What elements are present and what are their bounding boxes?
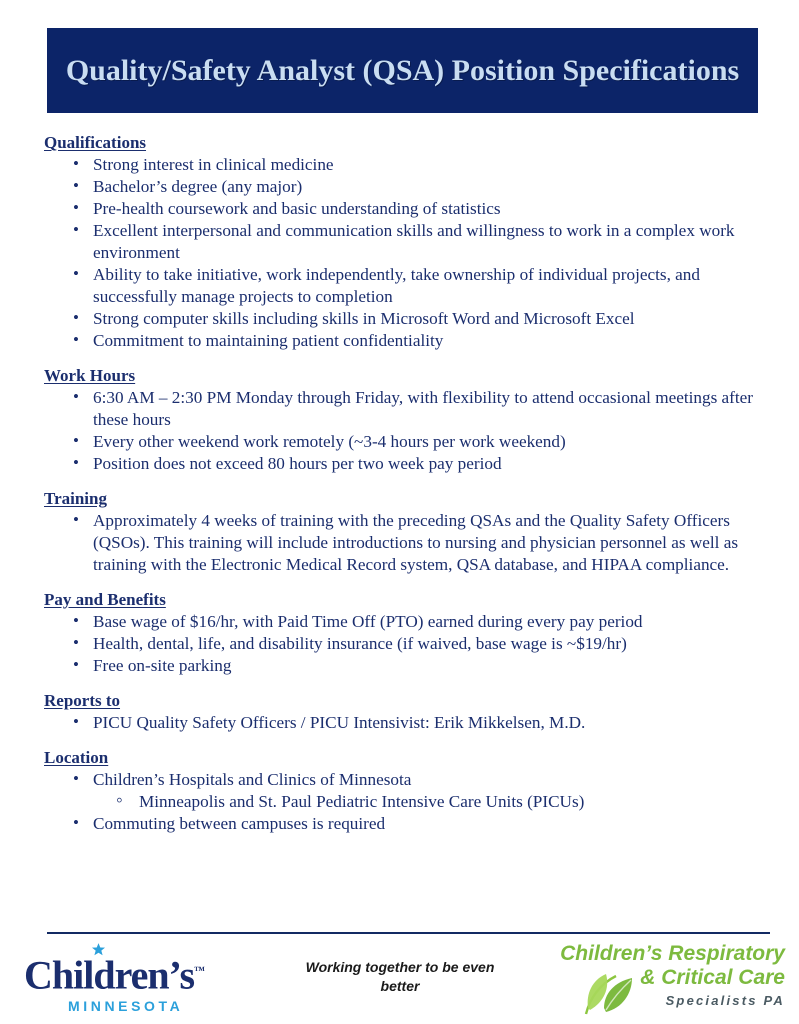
childrens-wordmark xyxy=(24,950,214,996)
document-section xyxy=(0,132,799,352)
bullet-list xyxy=(0,611,799,677)
bullet-item: • Excellent interpersonal and communication skills and willingness to work in a complex work environment xyxy=(0,220,799,264)
bullet-list xyxy=(0,387,799,475)
section-heading: Training xyxy=(44,489,107,508)
bullet-item: • Approximately 4 weeks of training with the preceding QSAs and the Quality Safety Officers (QSOs). This training will include introductions to nursing and physician personnel as well as training with the Electronic Medical Record system, QSA database, and HIPAA compliance. xyxy=(0,510,799,576)
bullet-item: • Pre-health coursework and basic understanding of statistics xyxy=(0,198,799,220)
document-body xyxy=(0,132,799,835)
footer-divider xyxy=(47,932,770,934)
section-heading: Qualifications xyxy=(44,133,147,152)
bullet-list xyxy=(0,769,799,835)
bullet-item: • Strong computer skills including skills in Microsoft Word and Microsoft Excel xyxy=(0,308,799,330)
childrens-state-label: MINNESOTA xyxy=(68,998,184,1015)
bullet-item: • PICU Quality Safety Officers / PICU Intensivist: Erik Mikkelsen, M.D. xyxy=(0,712,799,734)
trademark-mark: ™ xyxy=(194,965,206,977)
page-title: Quality/Safety Analyst (QSA) Position Specifications xyxy=(65,54,740,87)
childrens-minnesota-logo xyxy=(24,950,214,1014)
bullet-list xyxy=(0,712,799,734)
bullet-item: • Children’s Hospitals and Clinics of Minnesota xyxy=(0,769,799,791)
sub-bullet-item: ◦ Minneapolis and St. Paul Pediatric Intensive Care Units (PICUs) xyxy=(0,791,799,813)
star-icon xyxy=(90,942,107,959)
document-section xyxy=(0,747,799,835)
bullet-list xyxy=(0,510,799,576)
bullet-item: • Bachelor’s degree (any major) xyxy=(0,176,799,198)
page-footer xyxy=(0,940,799,1024)
section-heading: Work Hours xyxy=(44,366,136,385)
bullet-list xyxy=(0,154,799,352)
document-section xyxy=(0,690,799,734)
bullet-item: • Health, dental, life, and disability insurance (if waived, base wage is ~$19/hr) xyxy=(0,633,799,655)
bullet-item: • Strong interest in clinical medicine xyxy=(0,154,799,176)
document-section xyxy=(0,365,799,475)
bullet-item: • Commuting between campuses is required xyxy=(0,813,799,835)
respiratory-logo-line1: Children’s Respiratory xyxy=(560,942,785,965)
section-heading: Pay and Benefits xyxy=(44,590,166,609)
childrens-respiratory-logo xyxy=(560,940,785,1020)
respiratory-logo-line2: & Critical Care xyxy=(640,966,785,989)
footer-tagline: Working together to be even better xyxy=(305,959,495,994)
childrens-wordmark-text: Children’s xyxy=(24,952,195,998)
section-heading: Reports to xyxy=(44,691,121,710)
bullet-item: • Base wage of $16/hr, with Paid Time Off (PTO) earned during every pay period xyxy=(0,611,799,633)
bullet-item: • Free on-site parking xyxy=(0,655,799,677)
bullet-item: • Ability to take initiative, work independently, take ownership of individual projects, and successfully manage projects to completion xyxy=(0,264,799,308)
leaf-icon xyxy=(580,964,652,1016)
respiratory-logo-line3: Specialists PA xyxy=(665,993,785,1008)
bullet-item: • Commitment to maintaining patient confidentiality xyxy=(0,330,799,352)
bullet-item: • 6:30 AM – 2:30 PM Monday through Friday, with flexibility to attend occasional meetings after these hours xyxy=(0,387,799,431)
document-section xyxy=(0,589,799,677)
section-heading: Location xyxy=(44,748,109,767)
document-section xyxy=(0,488,799,576)
title-banner xyxy=(47,28,758,113)
bullet-item: • Position does not exceed 80 hours per two week pay period xyxy=(0,453,799,475)
bullet-item: • Every other weekend work remotely (~3-4 hours per work weekend) xyxy=(0,431,799,453)
